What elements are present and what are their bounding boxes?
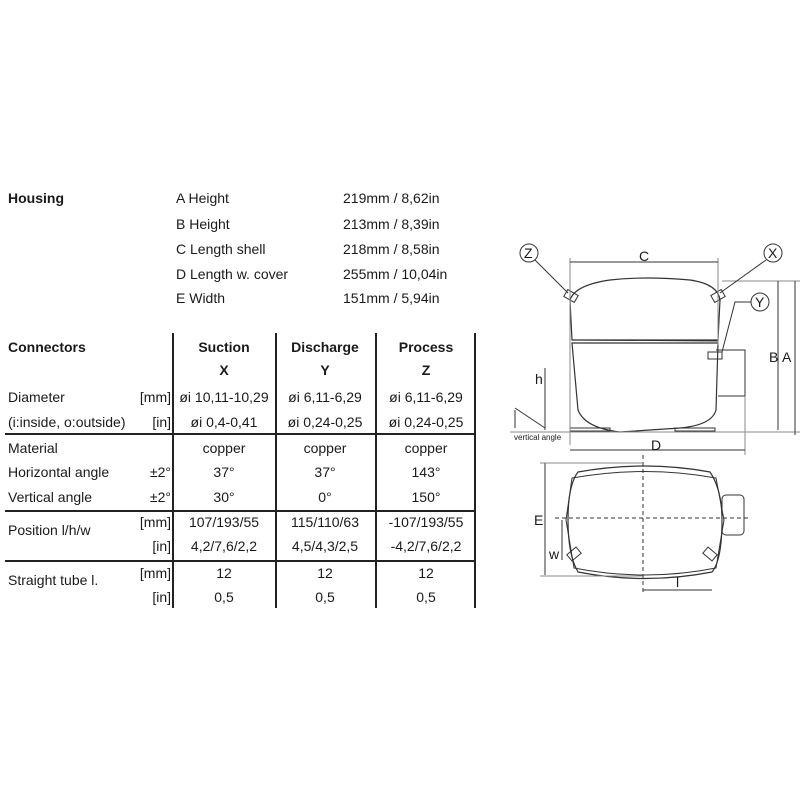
- cell-value: copper: [404, 440, 448, 456]
- cell-value: 37°: [314, 464, 336, 480]
- row-unit: [in]: [152, 589, 171, 605]
- cell-value: 12: [216, 565, 232, 581]
- row-unit: [in]: [152, 414, 171, 430]
- column-code: X: [219, 362, 229, 378]
- housing-item-value: 213mm / 8,39in: [343, 216, 440, 232]
- housing-item-value: 255mm / 10,04in: [343, 266, 448, 282]
- cell-value: -107/193/55: [388, 514, 464, 530]
- housing-item-value: 151mm / 5,94in: [343, 290, 440, 306]
- label-l: l: [676, 574, 680, 590]
- row-unit: [mm]: [139, 389, 171, 405]
- label-d: D: [651, 437, 662, 453]
- label-b: B: [769, 349, 779, 365]
- column-name: Suction: [198, 339, 250, 355]
- label-y: Y: [755, 294, 765, 310]
- housing-item-label: A Height: [176, 190, 229, 206]
- label-vertical-angle: vertical angle: [514, 433, 562, 442]
- column-code: Y: [320, 362, 330, 378]
- cell-value: 0,5: [416, 589, 436, 605]
- cell-value: øi 10,11-10,29: [179, 389, 269, 405]
- label-z: Z: [524, 245, 533, 261]
- cell-value: -4,2/7,6/2,2: [390, 538, 462, 554]
- column-name: Process: [398, 339, 454, 355]
- housing-item-value: 219mm / 8,62in: [343, 190, 440, 206]
- housing-item-value: 218mm / 8,58in: [343, 241, 440, 257]
- row-label: (i:inside, o:outside): [8, 414, 126, 430]
- label-e: E: [534, 512, 544, 528]
- cell-value: 4,2/7,6/2,2: [190, 538, 258, 554]
- column-code: Z: [421, 362, 431, 378]
- connectors-title: Connectors: [8, 339, 86, 355]
- housing-title: Housing: [8, 190, 64, 206]
- cell-value: 12: [418, 565, 434, 581]
- label-w: w: [549, 546, 560, 562]
- row-label: Straight tube l.: [8, 572, 99, 588]
- row-unit: [mm]: [139, 565, 171, 581]
- row-label: Diameter: [8, 389, 65, 405]
- housing-item-label: D Length w. cover: [176, 266, 289, 282]
- label-c: C: [639, 248, 650, 264]
- cell-value: øi 0,24-0,25: [287, 414, 363, 430]
- cell-value: 107/193/55: [188, 514, 260, 530]
- row-unit: ±2°: [149, 464, 171, 480]
- cell-value: 12: [317, 565, 333, 581]
- housing-item-label: E Width: [176, 290, 226, 306]
- label-x: X: [768, 245, 778, 261]
- cell-value: øi 0,4-0,41: [190, 414, 258, 430]
- side-view: [510, 244, 800, 455]
- cell-value: 115/110/63: [291, 514, 359, 530]
- housing-item-label: C Length shell: [176, 241, 266, 257]
- row-label: Horizontal angle: [8, 464, 110, 480]
- row-unit: [in]: [152, 538, 171, 554]
- row-unit: ±2°: [149, 489, 171, 505]
- cell-value: 0°: [318, 489, 332, 505]
- column-name: Discharge: [291, 339, 359, 355]
- cell-value: øi 6,11-6,29: [288, 389, 362, 405]
- row-label: Vertical angle: [8, 489, 93, 505]
- housing-item-label: B Height: [176, 216, 230, 232]
- cell-value: 4,5/4,3/2,5: [291, 538, 359, 554]
- label-a: A: [782, 349, 792, 365]
- cell-value: copper: [303, 440, 347, 456]
- cell-value: 143°: [411, 464, 441, 480]
- cell-value: 0,5: [214, 589, 234, 605]
- cell-value: øi 0,24-0,25: [388, 414, 464, 430]
- row-label: Material: [8, 440, 58, 456]
- cell-value: copper: [202, 440, 246, 456]
- top-view: [540, 455, 750, 595]
- cell-value: 150°: [411, 489, 441, 505]
- row-unit: [mm]: [139, 514, 171, 530]
- label-h: h: [535, 371, 543, 387]
- cell-value: 0,5: [315, 589, 335, 605]
- cell-value: øi 6,11-6,29: [389, 389, 463, 405]
- cell-value: 37°: [213, 464, 235, 480]
- row-label: Position l/h/w: [8, 522, 91, 538]
- cell-value: 30°: [213, 489, 235, 505]
